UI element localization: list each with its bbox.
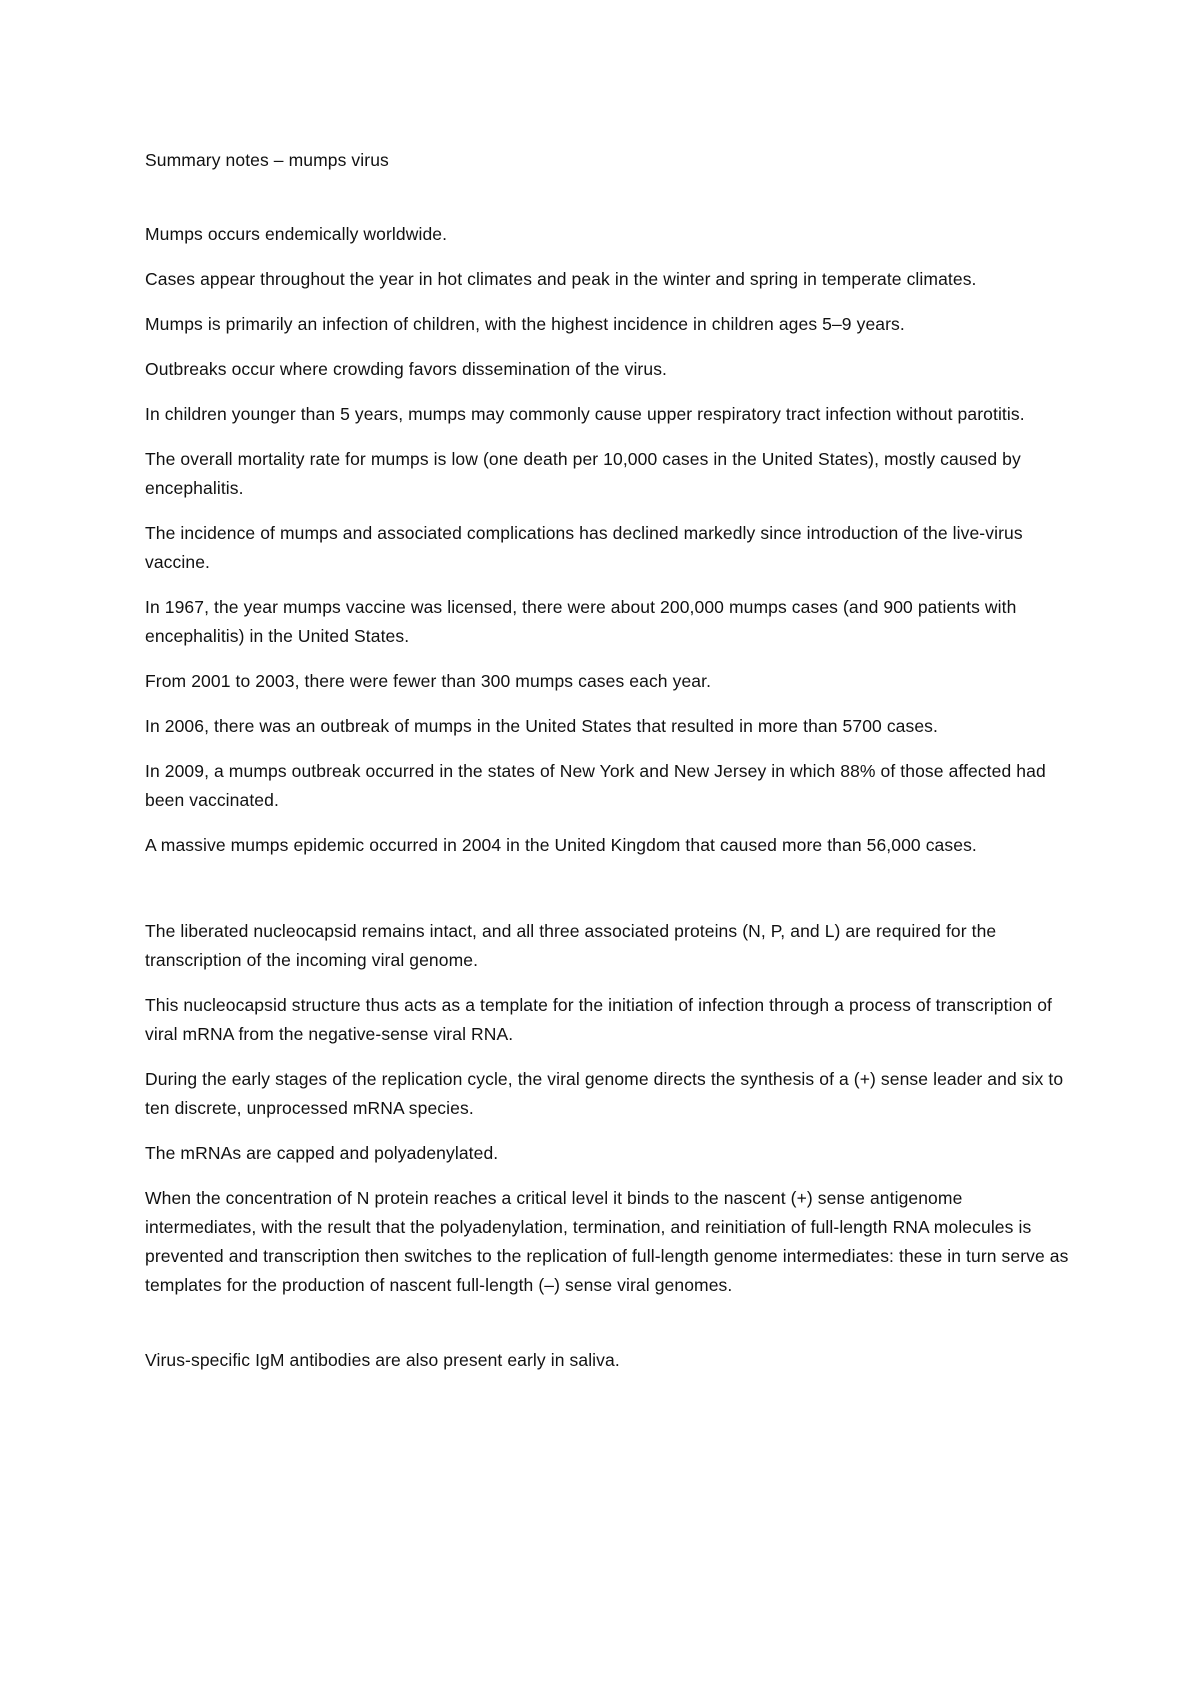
paragraph: During the early stages of the replication cycle, the viral genome directs the synthesis of a (+) sense leader and six to ten discrete, unprocessed mRNA species. [145,1069,1064,1118]
paragraph: In children younger than 5 years, mumps may commonly cause upper respiratory tract infection without parotitis. [145,404,1025,424]
section-replication [145,917,1070,1300]
paragraph: Virus-specific IgM antibodies are also present early in saliva. [145,1350,620,1370]
paragraph: When the concentration of N protein reaches a critical level it binds to the nascent (+) sense antigenome intermediates, with the result that the polyadenylation, termination, and reinitiation of full-length RNA molecules is prevented and transcription then switches to the replication of full-length genome intermediates: these in turn serve as templates for the production of nascent full-length (–) sense viral genomes. [145,1188,1069,1295]
paragraph: In 1967, the year mumps vaccine was licensed, there were about 200,000 mumps cases (and 900 patients with encephalitis) in the United States. [145,597,1017,646]
paragraph: In 2006, there was an outbreak of mumps in the United States that resulted in more than 5700 cases. [145,716,938,736]
paragraph: This nucleocapsid structure thus acts as a template for the initiation of infection through a process of transcription of viral mRNA from the negative-sense viral RNA. [145,995,1053,1044]
document-body [145,146,1070,1391]
paragraph: From 2001 to 2003, there were fewer than 300 mumps cases each year. [145,671,712,691]
section-diagnosis [145,1346,1070,1375]
paragraph: Mumps is primarily an infection of children, with the highest incidence in children ages 5–9 years. [145,314,905,334]
section-epidemiology [145,220,1070,860]
paragraph: Mumps occurs endemically worldwide. [145,224,448,244]
paragraph: In 2009, a mumps outbreak occurred in the states of New York and New Jersey in which 88% of those affected had been vaccinated. [145,761,1046,810]
paragraph: The incidence of mumps and associated complications has declined markedly since introduction of the live-virus vaccine. [145,523,1023,572]
paragraph: A massive mumps epidemic occurred in 2004 in the United Kingdom that caused more than 56,000 cases. [145,835,977,855]
paragraph: Cases appear throughout the year in hot climates and peak in the winter and spring in temperate climates. [145,269,977,289]
paragraph: The liberated nucleocapsid remains intact, and all three associated proteins (N, P, and L) are required for the transcription of the incoming viral genome. [145,921,997,970]
paragraph: Outbreaks occur where crowding favors dissemination of the virus. [145,359,668,379]
document-title: Summary notes – mumps virus [145,150,389,170]
paragraph: The overall mortality rate for mumps is low (one death per 10,000 cases in the United States), mostly caused by encephalitis. [145,449,1021,498]
paragraph: The mRNAs are capped and polyadenylated. [145,1143,499,1163]
